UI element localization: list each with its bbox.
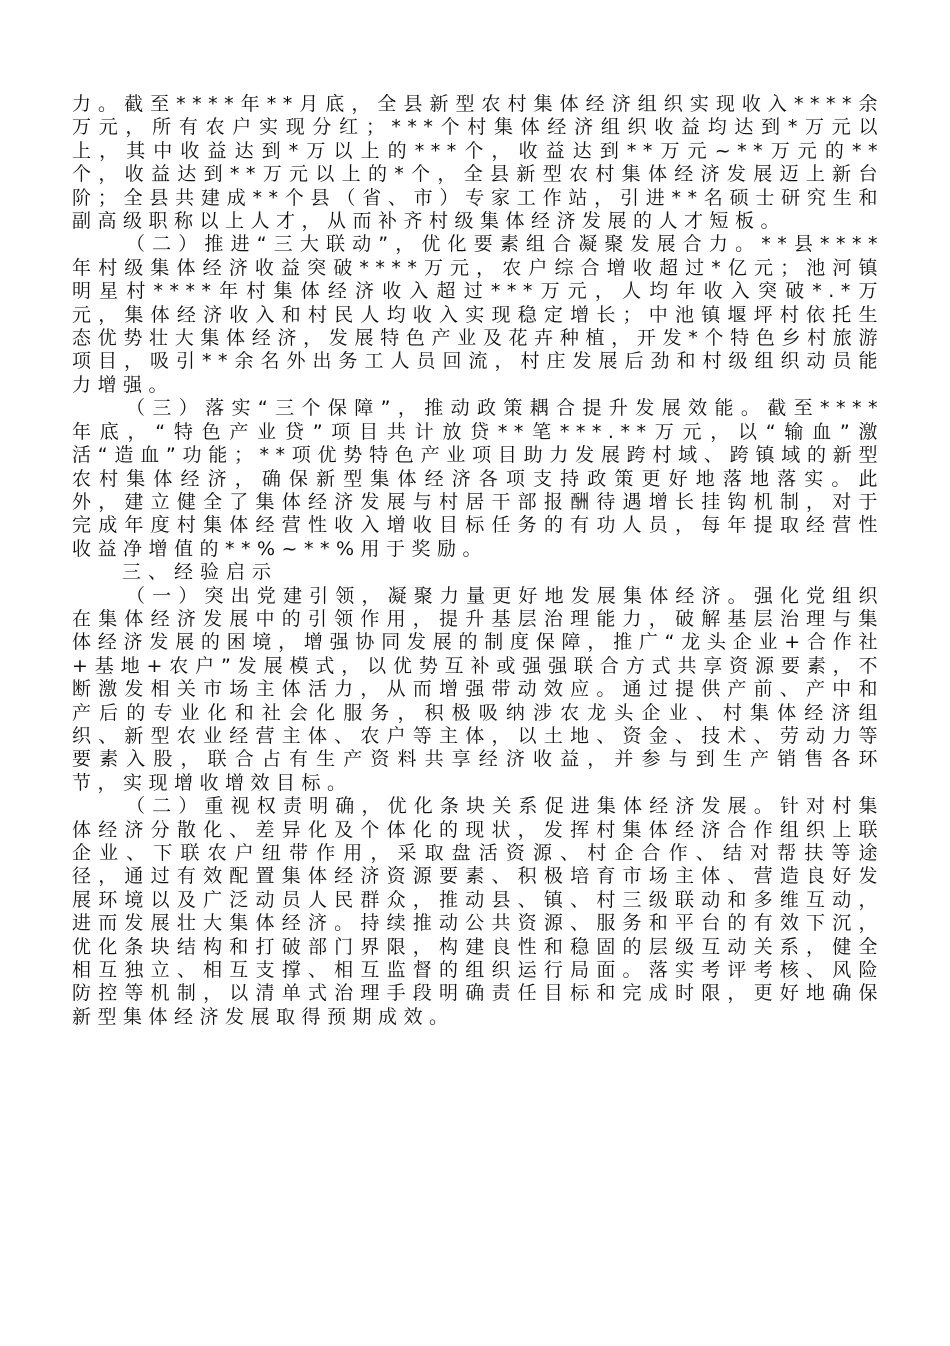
paragraph-party-building: （一）突出党建引领，凝聚力量更好地发展集体经济。强化党组织在集体经济发展中的引领作用，提升基层治理能力，破解基层治理与集体经济发展的困境，增强协同发展的制度保障，推广“龙头企业+合作社+基地+农户”发展模式，以优势互补或强强联合方式共享资源要素，不断激发相关市场主体活力，从而增强带动效应。通过提供产前、产中和产后的专业化和社会化服务，积极吸纳涉农龙头企业、村集体经济组织、新型农业经营主体、农户等主体，以土地、资金、技术、劳动力等要素入股，联合占有生产资料共享经济收益，并参与到生产销售各环节，实现增收增效目标。 (72, 584, 884, 794)
section-heading-experience: 三、经验启示 (122, 561, 279, 584)
paragraph-responsibilities: （二）重视权责明确，优化条块关系促进集体经济发展。针对村集体经济分散化、差异化及个体化的现状，发挥村集体经济合作组织上联企业、下联农户纽带作用，采取盘活资源、村企合作、结对帮扶等途径，通过有效配置集体经济资源要素、积极培育市场主体、营造良好发展环境以及广泛动员人民群众，推动县、镇、村三级联动和多维互动，进而发展壮大集体经济。持续推动公共资源、服务和平台的有效下沉，优化条块结构和打破部门界限，构建良性和稳固的层级互动关系，健全相互独立、相互支撑、相互监督的组织运行局面。落实考评考核、风险防控等机制，以清单式治理手段明确责任目标和完成时限，更好地确保新型集体经济发展取得预期成效。 (72, 795, 884, 1028)
paragraph-three-linkages: （二）推进“三大联动”，优化要素组合凝聚发展合力。**县****年村级集体经济收益突破****万元，农户综合增收超过*亿元；池河镇明星村****年村集体经济收入超过***万元，人均年收入突破*.*万元，集体经济收入和村民人均收入实现稳定增长；中池镇堰坪村依托生态优势壮大集体经济，发展特色产业及花卉种植，开发*个特色乡村旅游项目，吸引**余名外出务工人员回流，村庄发展后劲和村级组织动员能力增强。 (72, 233, 884, 396)
paragraph-results-summary: 力。截至****年**月底，全县新型农村集体经济组织实现收入****余万元，所有农户实现分红；***个村集体经济组织收益均达到*万元以上，其中收益达到*万以上的***个，收益达到**万元~**万元的**个，收益达到**万元以上的*个，全县新型农村集体经济发展迈上新台阶；全县共建成**个县（省、市）专家工作站，引进**名硕士研究生和副高级职称以上人才，从而补齐村级集体经济发展的人才短板。 (72, 93, 884, 233)
paragraph-three-guarantees: （三）落实“三个保障”，推动政策耦合提升发展效能。截至****年底，“特色产业贷”项目共计放贷**笔***.**万元，以“输血”激活“造血”功能；**项优势特色产业项目助力发展跨村域、跨镇域的新型农村集体经济，确保新型集体经济各项支持政策更好地落地落实。此外，建立健全了集体经济发展与村居干部报酬待遇增长挂钩机制，对于完成年度村集体经营性收入增收目标任务的有功人员，每年提取经营性收益净增值的**%~**%用于奖励。 (72, 397, 884, 560)
document-body (72, 93, 884, 1029)
